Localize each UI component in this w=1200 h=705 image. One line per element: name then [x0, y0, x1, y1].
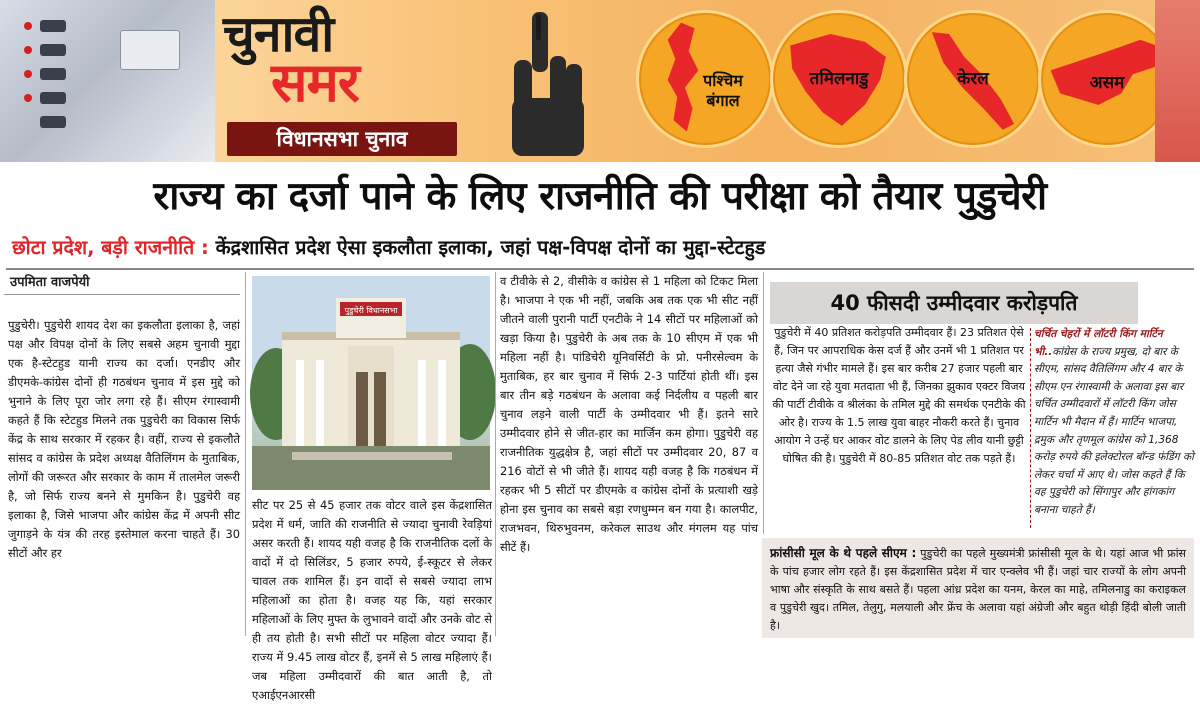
subhead-kicker: छोटा प्रदेश, बड़ी राजनीति :	[12, 236, 209, 259]
article-column-3: व टीवीके से 2, वीसीके व कांग्रेस से 1 महिला को टिकट मिला है। भाजपा ने एक भी नहीं, जबकि अब तक एक भी सीट नहीं जीतने वाली पुरानी पार्टी एनटीके ने 14 सीटों पर महिलाओं को खड़ा किया है। पुडुचेरी के अब तक के 10 सीएम में एक भी महिला नहीं है। पांडिचेरी यूनिवर्सिटी के प्रो. पनीरसेल्वम के मुताबिक, हर बार चुनाव में सिर्फ 2-3 पार्टियां होती थीं। इस बार तीन बड़े गठबंधन के अलावा कई निर्दलीय व पहली बार चुनाव लड़ने वाली पार्टी के उम्मीदवार भी हैं। इतने सारे उम्मीदवार होने से जीत-हार का मार्जिन कम होगा। पुडुचेरी वह राजनीतिक युद्धक्षेत्र है, जहां सीटों पर उम्मीदवार 20, 87 व 216 वोटों से भी जीते हैं। शायद यही वजह है कि गठबंधन में रहकर भी 5 सीटों पर डीएमके व कांग्रेस दोनों के प्रत्याशी खड़े होना इस चुनाव का सबसे बड़ा रणधुम्मन बन गया है। कालपीट, राजभवन, थिरुभुवनम, करेकल साउथ और मंगलम यह पांच सीटें हैं।	[500, 274, 758, 554]
byline-rule	[4, 294, 240, 295]
french-box-heading: फ्रांसीसी मूल के थे पहले सीएम :	[770, 546, 917, 560]
banner-title-line1: चुनावी	[223, 5, 334, 63]
article-column-2: सीट पर 25 से 45 हजार तक वोटर वाले इस केंद्रशासित प्रदेश में धर्म, जाति की राजनीति से ज्यादा चुनावी रेवड़ियां असर करती हैं। शायद यही वजह है कि राजनीतिक दलों के वादों में दो सिलिंडर, 5 हजार रुपये, ई-स्कूटर से लेकर चावल तक शामिल हैं। इन वादों से सबसे ज्यादा लाभ महिलाओं का होता है। वजह यह कि, यहां सरकार महिलाओं के लिए मुफ्त के लुभावने वादों और उनके वोट से ही तय होती है। सभी सीटों पर महिला वोटर ज्यादा हैं। राज्य में 9.45 लाख वोटर हैं, इनमें से 5 लाख महिलाएं हैं। जब महिला उम्मीदवारों की बात आती है, तो एआईएनआरसी	[252, 498, 492, 702]
state-label	[683, 71, 763, 111]
assembly-building-photo	[252, 276, 490, 490]
evm-key	[40, 44, 66, 56]
state-label: असम	[1089, 73, 1125, 93]
banner-subtitle: विधानसभा चुनाव	[227, 122, 457, 156]
french-box-text: पुडुचेरी का पहले मुख्यमंत्री फ्रांसीसी मूल के थे। यहां आज भी फ्रांस के पांच हजार लोग रहते हैं। इस केंद्रशासित प्रदेश में चार एन्क्लेव भी हैं। जहां चार राज्यों के लोग अपनी भाषा और संस्कृति के साथ बसते हैं। पहला आंध्र प्रदेश का यनम, केरल का माहे, तमिलनाडु का कराइकल व पुडुचेरी खुद। तमिल, तेलुगु, मलयाली और फ्रेंच के अलावा यहां अंग्रेजी और बहुत थोड़ी हिंदी बोली जाती है।	[770, 547, 1186, 632]
column-divider	[495, 272, 496, 636]
box-body: पुडुचेरी में 40 प्रतिशत करोड़पति उम्मीदवार हैं। 23 प्रतिशत ऐसे हैं, जिन पर आपराधिक केस दर्ज हैं और उनमें भी 1 प्रतिशत पर हत्या जैसे गंभीर मामले हैं। इस बार करीब 27 हजार पहली बार वोट देने जा रहे युवा मतदाता भी हैं, जिनका झुकाव एक्टर विजय की पार्टी टीवीके व श्रीलंका के तमिल मुद्दे की समर्थक एनटीके की ओर है। राज्य के 1.5 लाख युवा बाहर नौकरी करते हैं। चुनाव आयोग ने उन्हें घर आकर वोट डालने के लिए पेड लीव यानी छुट्टी घोषित की है। पुडुचेरी में 80-85 प्रतिशत वोट तक पड़ते हैं।	[772, 326, 1026, 465]
byline: उपमिता वाजपेयी	[10, 275, 90, 290]
state-tamil-nadu	[770, 10, 908, 148]
banner-map-edge	[1155, 0, 1200, 162]
sidebar-text: कांग्रेस के राज्य प्रमुख, दो बार के सीएम, सांसद वैतिलिंगम और 4 बार के सीएम एन रंगास्वामी के अलावा इस बार चर्चित उम्मीदवारों में लॉटरी किंग जोस मार्टिन भी मैदान में हैं। मार्टिन भाजपा, द्रमुक और तृणमूल कांग्रेस को 1,368 करोड़ रुपये की इलेक्टोरल बॉन्ड फंडिंग को लेकर चर्चा में आए थे। जोस कहते हैं कि वह पुडुचेरी को सिंगापुर और हांगकांग बनाना चाहते हैं।	[1034, 345, 1194, 516]
evm-key	[40, 68, 66, 80]
box-divider	[1030, 328, 1031, 528]
photo-sign-text: पुडुचेरी विधानसभा	[344, 306, 398, 315]
evm-panel	[120, 30, 180, 70]
evm-key	[40, 20, 66, 32]
evm-key	[40, 92, 66, 104]
divider	[6, 268, 1194, 270]
article-headline: राज्य का दर्जा पाने के लिए राजनीति की परीक्षा को तैयार पुडुचेरी	[153, 174, 1047, 219]
evm-light	[24, 46, 32, 54]
state-label: तमिलनाडु	[809, 69, 869, 89]
banner-title	[215, 4, 475, 160]
state-label-line1: पश्चिम	[703, 71, 743, 90]
evm-light	[24, 94, 32, 102]
lottery-king-sidebar	[1034, 326, 1194, 532]
state-kerala	[904, 10, 1042, 148]
column-divider	[245, 272, 246, 636]
evm-machine-image	[0, 0, 215, 162]
state-west-bengal	[636, 10, 774, 148]
subhead-text: केंद्रशासित प्रदेश ऐसा इकलौता इलाका, जहां पक्ष-विपक्ष दोनों का मुद्दा-स्टेटहुड	[208, 236, 766, 259]
evm-light	[24, 70, 32, 78]
article-subhead	[12, 230, 1192, 266]
box-title: 40 फीसदी उम्मीदवार करोड़पति	[770, 282, 1138, 324]
sidebar-heading: चर्चित चेहरों में लॉटरी किंग मार्टिन भी..	[1034, 328, 1163, 358]
voting-hand-icon	[488, 8, 598, 158]
election-banner	[0, 0, 1200, 162]
banner-title-line2: समर	[271, 51, 359, 114]
state-label-line2: बंगाल	[706, 91, 740, 110]
evm-light	[24, 22, 32, 30]
column-divider	[763, 272, 764, 534]
article-column-1: पुडुचेरी। पुडुचेरी शायद देश का इकलौता इलाका है, जहां पक्ष और विपक्ष दोनों के लिए सबसे अहम चुनावी मुद्दा एक है-स्टेटहुड यानी राज्य का दर्जा। एनडीए और डीएमके-कांग्रेस दोनों ही गठबंधन चुनाव में इस मुद्दे को भुनाने के लिए पूरा जोर लगा रहे हैं। सीएम रंगास्वामी कहते हैं कि स्टेटहुड मिलने तक पुडुचेरी का विकास सिर्फ केंद्र के साथ सरकार में रहकर है। वहीं, राज्य से इकलौते सांसद व कांग्रेस के प्रदेश अध्यक्ष वैतिलिंगम के मुताबिक, लोगों की जरूरत और सरकार के काम में तालमेल जरूरी है, जो सिर्फ राज्य बनने से मुमकिन है। पुडुचेरी वह इलाका है, जिसे भाजपा और कांग्रेस केंद्र में अपनी सीट जुगाड़ने के यंत्र की तरह इस्तेमाल करना चाहते हैं। 30 सीटों और हर	[8, 318, 240, 560]
french-origin-box	[762, 538, 1194, 638]
building-image	[252, 276, 490, 490]
state-label: केरल	[957, 69, 989, 89]
evm-key	[40, 116, 66, 128]
